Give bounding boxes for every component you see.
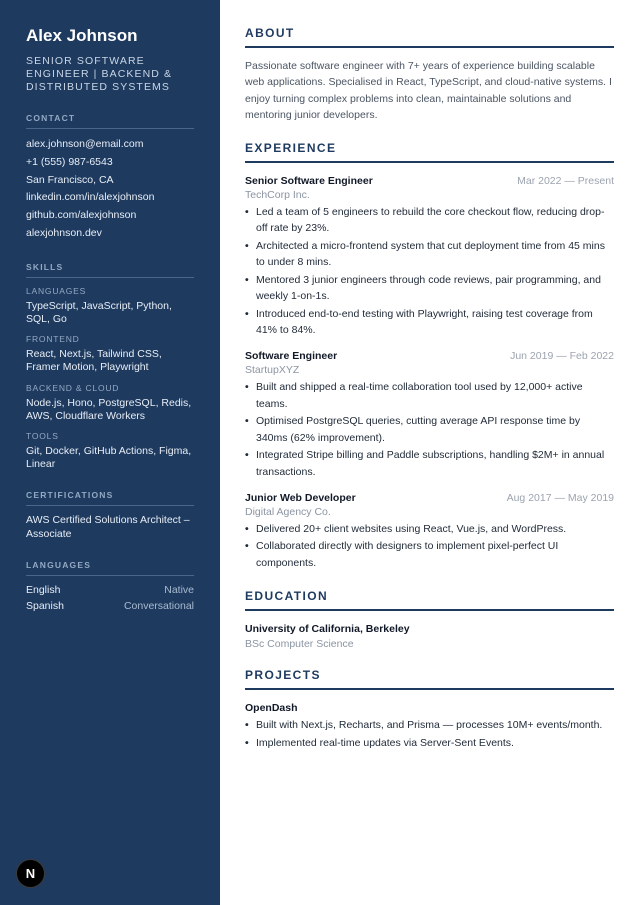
bullet-icon: • — [245, 719, 249, 732]
skill-group-label: TOOLS — [26, 431, 59, 441]
job-bullet: • Mentored 3 junior engineers through code reviews, pair programming, and weekly 1-on-1s. — [245, 272, 614, 305]
contact-phone[interactable]: +1 (555) 987-6543 — [26, 155, 113, 168]
job-company: StartupXYZ — [245, 364, 300, 377]
skills-heading: SKILLS — [26, 262, 194, 278]
job-bullet: • Collaborated directly with designers to implement pixel-perfect UI components. — [245, 538, 614, 571]
job-bullet: • Led a team of 5 engineers to rebuild the core checkout flow, reducing drop-off rate by 23%. — [245, 204, 614, 237]
certifications-heading: CERTIFICATIONS — [26, 490, 194, 506]
about-text: Passionate software engineer with 7+ years of experience building scalable web applications. Specialised in React, TypeScript, and cloud-native systems. I enjoy turning complex problems into clean, maintainable solutions and mentoring junior developers. — [245, 60, 612, 121]
language-name: English — [26, 583, 61, 596]
job-bullet: • Integrated Stripe billing and Paddle subscriptions, handling $2M+ in annual transactions. — [245, 447, 614, 480]
contact-email[interactable]: alex.johnson@email.com — [26, 138, 144, 150]
bullet-icon: • — [245, 381, 249, 394]
job-bullet: • Introduced end-to-end testing with Playwright, raising test coverage from 41% to 84%. — [245, 306, 614, 339]
job-bullets — [245, 379, 614, 479]
job-bullets — [245, 521, 614, 571]
project-bullets — [245, 717, 614, 751]
job-title: Junior Web Developer — [245, 491, 356, 504]
job-bullet: • Optimised PostgreSQL queries, cutting average API response time by 340ms (62% improvement). — [245, 413, 614, 446]
contact-location: San Francisco, CA — [26, 173, 114, 186]
skill-group-label: BACKEND & CLOUD — [26, 382, 120, 393]
language-level: Native — [164, 583, 194, 596]
bullet-icon: • — [245, 307, 249, 320]
projects-section — [245, 668, 614, 751]
skill-group-label: FRONTEND — [26, 334, 80, 345]
candidate-title: SENIOR SOFTWARE ENGINEER | BACKEND & DISTRIBUTED SYSTEMS — [26, 55, 173, 93]
about-heading: ABOUT — [245, 26, 614, 48]
bullet-icon: • — [245, 522, 249, 535]
job-date: Mar 2022 — Present — [517, 175, 614, 188]
languages-list — [26, 582, 194, 614]
job-entry — [245, 492, 614, 571]
education-heading: EDUCATION — [245, 589, 614, 611]
sidebar — [0, 0, 220, 905]
skill-group-value: Git, Docker, GitHub Actions, Figma, Linear — [26, 445, 192, 471]
job-bullet: • Built and shipped a real-time collaboration tool used by 12,000+ active teams. — [245, 379, 614, 412]
languages-heading: LANGUAGES — [26, 560, 194, 576]
job-entry — [245, 175, 614, 338]
contact-heading: CONTACT — [26, 113, 194, 129]
skill-group-value: React, Next.js, Tailwind CSS, Framer Motion, Playwright — [26, 348, 162, 374]
language-row — [26, 598, 194, 614]
bullet-icon: • — [245, 540, 249, 553]
language-name: Spanish — [26, 599, 64, 612]
bullet-icon: • — [245, 736, 249, 749]
skills-list — [26, 286, 194, 472]
bullet-icon: • — [245, 273, 249, 286]
project-name: OpenDash — [245, 702, 298, 715]
main-content — [245, 26, 614, 752]
education-school: University of California, Berkeley — [245, 623, 410, 636]
job-bullet: • Architected a micro-frontend system that cut deployment time from 45 mins to under 8 mins. — [245, 238, 614, 271]
job-date: Jun 2019 — Feb 2022 — [510, 350, 614, 363]
experience-heading: EXPERIENCE — [245, 141, 614, 163]
bullet-icon: • — [245, 206, 249, 219]
contact-list — [26, 136, 194, 243]
experience-section — [245, 141, 614, 571]
skill-group-value: Node.js, Hono, PostgreSQL, Redis, AWS, Cloudflare Workers — [26, 396, 192, 422]
badge-letter: N — [25, 866, 36, 881]
certification-item: AWS Certified Solutions Architect – Associate — [26, 514, 190, 540]
bullet-icon: • — [245, 415, 249, 428]
nextjs-logo-badge[interactable] — [16, 859, 45, 888]
job-company: TechCorp Inc. — [245, 189, 310, 202]
projects-heading: PROJECTS — [245, 668, 614, 690]
bullet-icon: • — [245, 449, 249, 462]
education-degree: BSc Computer Science — [245, 638, 354, 651]
job-title: Senior Software Engineer — [245, 175, 373, 188]
language-row — [26, 582, 194, 598]
language-level: Conversational — [123, 599, 194, 612]
skill-group-value: TypeScript, JavaScript, Python, SQL, Go — [26, 299, 172, 325]
project-bullet: • Implemented real-time updates via Server-Sent Events. — [245, 735, 614, 751]
bullet-icon: • — [245, 240, 249, 253]
job-date: Aug 2017 — May 2019 — [506, 491, 614, 504]
contact-github[interactable]: github.com/alexjohnson — [26, 209, 137, 222]
project-bullet: • Built with Next.js, Recharts, and Prisma — processes 10M+ events/month. — [245, 717, 614, 733]
job-company: Digital Agency Co. — [245, 505, 331, 518]
contact-linkedin[interactable]: linkedin.com/in/alexjohnson — [26, 191, 155, 204]
candidate-name: Alex Johnson — [26, 26, 138, 45]
job-title: Software Engineer — [245, 350, 338, 363]
job-bullet: • Delivered 20+ client websites using React, Vue.js, and WordPress. — [245, 521, 614, 537]
job-entry — [245, 350, 614, 479]
contact-website[interactable]: alexjohnson.dev — [26, 226, 102, 239]
skill-group-label: LANGUAGES — [26, 285, 87, 296]
job-bullets — [245, 204, 614, 338]
education-section — [245, 589, 614, 650]
